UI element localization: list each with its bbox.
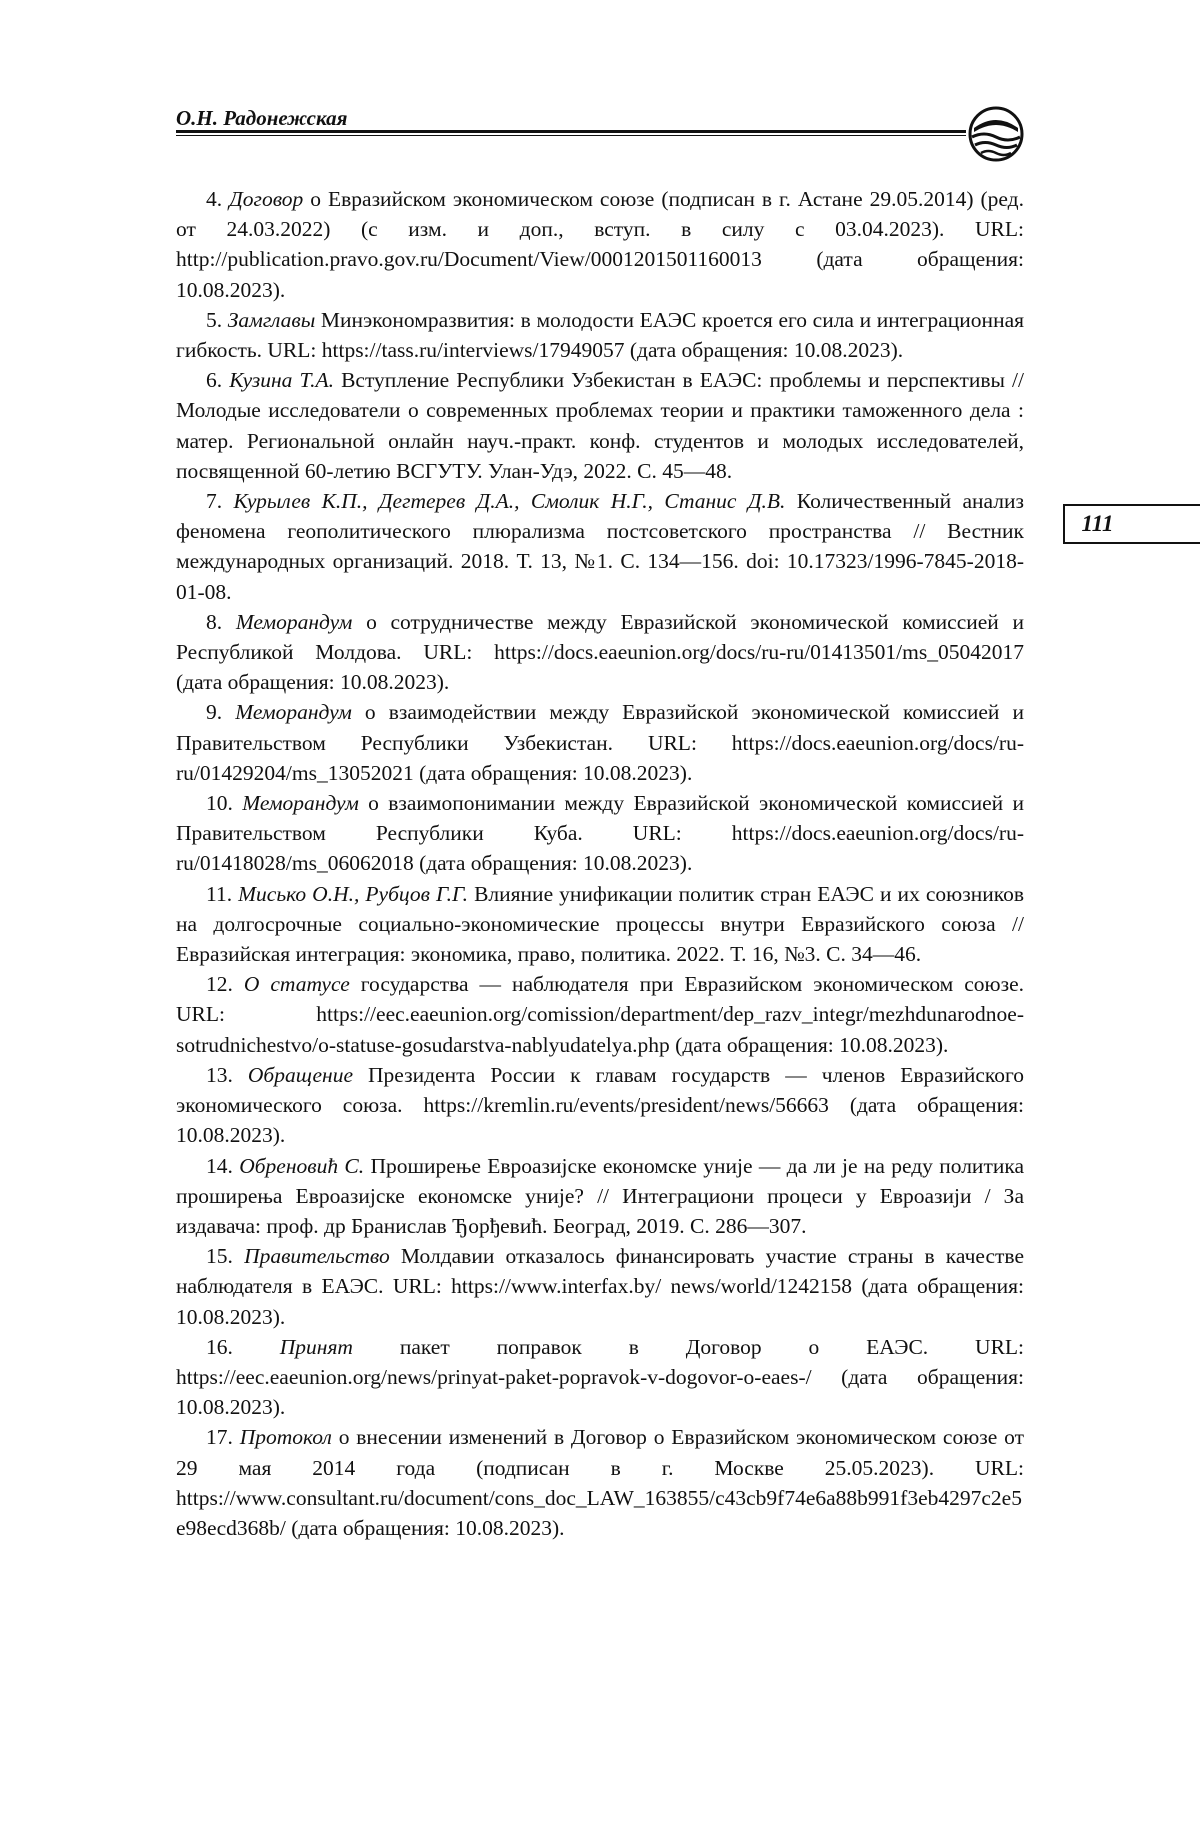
- reference-number: 5.: [206, 307, 223, 332]
- reference-item: [176, 1241, 1024, 1332]
- reference-author: Меморандум: [242, 791, 359, 816]
- reference-author: Обращение: [247, 1062, 354, 1087]
- reference-number: 15.: [206, 1244, 233, 1269]
- reference-author: Замглавы: [227, 307, 316, 332]
- page-number-tab: [1063, 504, 1200, 544]
- reference-item: [176, 1060, 1024, 1151]
- reference-number: 11.: [206, 881, 233, 906]
- reference-author: Меморандум: [235, 609, 353, 634]
- reference-item: [176, 697, 1024, 788]
- reference-text: Президента России к главам государств — членов Евразийского экономического союза. https://kremlin.ru/events/president/news/56663 (дата обращения: 10.08.2023).: [176, 1062, 1025, 1148]
- reference-item: [176, 788, 1024, 879]
- reference-number: 17.: [206, 1425, 233, 1450]
- reference-author: Обреновић С.: [239, 1153, 365, 1178]
- reference-list: [176, 184, 1024, 1543]
- reference-author: Курылев К.П., Дегтерев Д.А., Смолик Н.Г., Станис Д.В.: [233, 489, 786, 514]
- reference-item: [176, 486, 1024, 607]
- reference-text: Минэкономразвития: в молодости ЕАЭС кроется его сила и интеграционная гибкость. URL: https://tass.ru/interviews/17949057 (дата обращения: 10.08.2023).: [176, 307, 1025, 363]
- header-rule: [176, 130, 966, 133]
- reference-author: Договор: [229, 187, 304, 211]
- reference-author: О статусе: [243, 972, 350, 997]
- reference-text: Проширење Евроазијске економске уније — да ли је на реду политика проширења Евроазијске економске уније? // Интеграциони процеси у Евроазији / За издавача: проф. др Бранислав Ђорђевић. Београд, 2019. С. 286—307.: [176, 1153, 1025, 1238]
- reference-number: 14.: [206, 1153, 233, 1178]
- reference-item: [176, 305, 1024, 365]
- reference-item: [176, 184, 1024, 305]
- reference-number: 16.: [206, 1334, 233, 1359]
- reference-text: о внесении изменений в Договор о Евразийском экономическом союзе от 29 мая 2014 года (подписан в г. Москве 25.05.2023). URL: https://www.consultant.ru/document/cons_doc_LAW_163855/c43cb9f74e6a88b991f3eb4297c2e5e98ecd368b/ (дата обращения: 10.08.2023).: [176, 1425, 1024, 1540]
- reference-number: 9.: [206, 700, 223, 725]
- reference-number: 4.: [206, 187, 223, 211]
- reference-text: Количественный анализ феномена геополитического плюрализма постсоветского пространства // Вестник международных организаций. 2018. Т. 13, №1. С. 134—156. doi: 10.17323/1996-7845-2018-01-08.: [176, 489, 1025, 604]
- header-rule-thin: [176, 135, 966, 136]
- reference-author: Протокол: [239, 1425, 332, 1450]
- reference-item: [176, 1151, 1024, 1242]
- reference-number: 8.: [206, 609, 223, 634]
- reference-number: 12.: [206, 972, 233, 997]
- reference-text: о взаимопонимании между Евразийской экономической комиссией и Правительством Республики Куба. URL: https://docs.eaeunion.org/docs/ru-ru/01418028/ms_06062018 (дата обращения: 10.08.2023).: [176, 791, 1024, 876]
- reference-text: государства — наблюдателя при Евразийском экономическом союзе. URL: https://eec.eaeunion.org/comission/department/dep_razv_integr/mezhdunarodnoe-sotrudnichestvo/o-statuse-gosudarstva-nablyudatelya.php (дата обращения: 10.08.2023).: [176, 972, 1024, 1057]
- reference-item: [176, 607, 1024, 698]
- reference-text: пакет поправок в Договор о ЕАЭС. URL: https://eec.eaeunion.org/news/prinyat-paket-popravok-v-dogovor-o-eaes-/ (дата обращения: 10.08.2023).: [176, 1334, 1025, 1420]
- reference-text: Влияние унификации политик стран ЕАЭС и их союзников на долгосрочные социально-экономические процессы внутри Евразийского союза // Евразийская интеграция: экономика, право, политика. 2022. Т. 16, №3. С. 34—46.: [176, 881, 1024, 967]
- reference-number: 13.: [206, 1062, 233, 1087]
- journal-logo-icon: [968, 104, 1024, 164]
- reference-text: Молдавии отказалось финансировать участие страны в качестве наблюдателя в ЕАЭС. URL: https://www.interfax.by/ news/world/1242158 (дата обращения: 10.08.2023).: [176, 1244, 1024, 1329]
- reference-text: Вступление Республики Узбекистан в ЕАЭС: проблемы и перспективы // Молодые исследователи о современных проблемах теории и практики таможенного дела : матер. Региональной онлайн науч.-практ. конф. студентов и молодых исследователей, посвященной 60-летию ВСГУТУ. Улан-Удэ, 2022. С. 45—48.: [176, 368, 1024, 483]
- running-header: [176, 104, 1024, 164]
- reference-author: Правительство: [244, 1244, 390, 1269]
- reference-text: о сотрудничестве между Евразийской экономической комиссией и Республикой Молдова. URL: https://docs.eaeunion.org/docs/ru-ru/01413501/ms_05042017 (дата обращения: 10.08.2023).: [176, 609, 1025, 695]
- page-number: 111: [1081, 511, 1114, 536]
- reference-number: 7.: [206, 489, 223, 514]
- reference-text: о Евразийском экономическом союзе (подписан в г. Астане 29.05.2014) (ред. от 24.03.2022) (с изм. и доп., вступ. в силу с 03.04.2023). URL: http://publication.pravo.gov.ru/Document/View/0001201501160013 (дата обращения: 10.08.2023).: [176, 187, 1024, 302]
- reference-number: 10.: [206, 791, 233, 816]
- reference-author: Кузина Т.А.: [229, 368, 334, 393]
- reference-item: [176, 1332, 1024, 1423]
- reference-item: [176, 969, 1024, 1060]
- reference-item: [176, 365, 1024, 486]
- header-author: О.Н. Радонежская: [176, 106, 348, 130]
- reference-item: [176, 1422, 1024, 1543]
- reference-author: Принят: [279, 1334, 353, 1359]
- reference-number: 6.: [206, 368, 223, 393]
- reference-text: о взаимодействии между Евразийской экономической комиссией и Правительством Республики Узбекистан. URL: https://docs.eaeunion.org/docs/ru-ru/01429204/ms_13052021 (дата обращения: 10.08.2023).: [176, 700, 1025, 785]
- reference-author: Мисько О.Н., Рубцов Г.Г.: [238, 881, 469, 906]
- reference-item: [176, 879, 1024, 970]
- reference-author: Меморандум: [235, 700, 352, 725]
